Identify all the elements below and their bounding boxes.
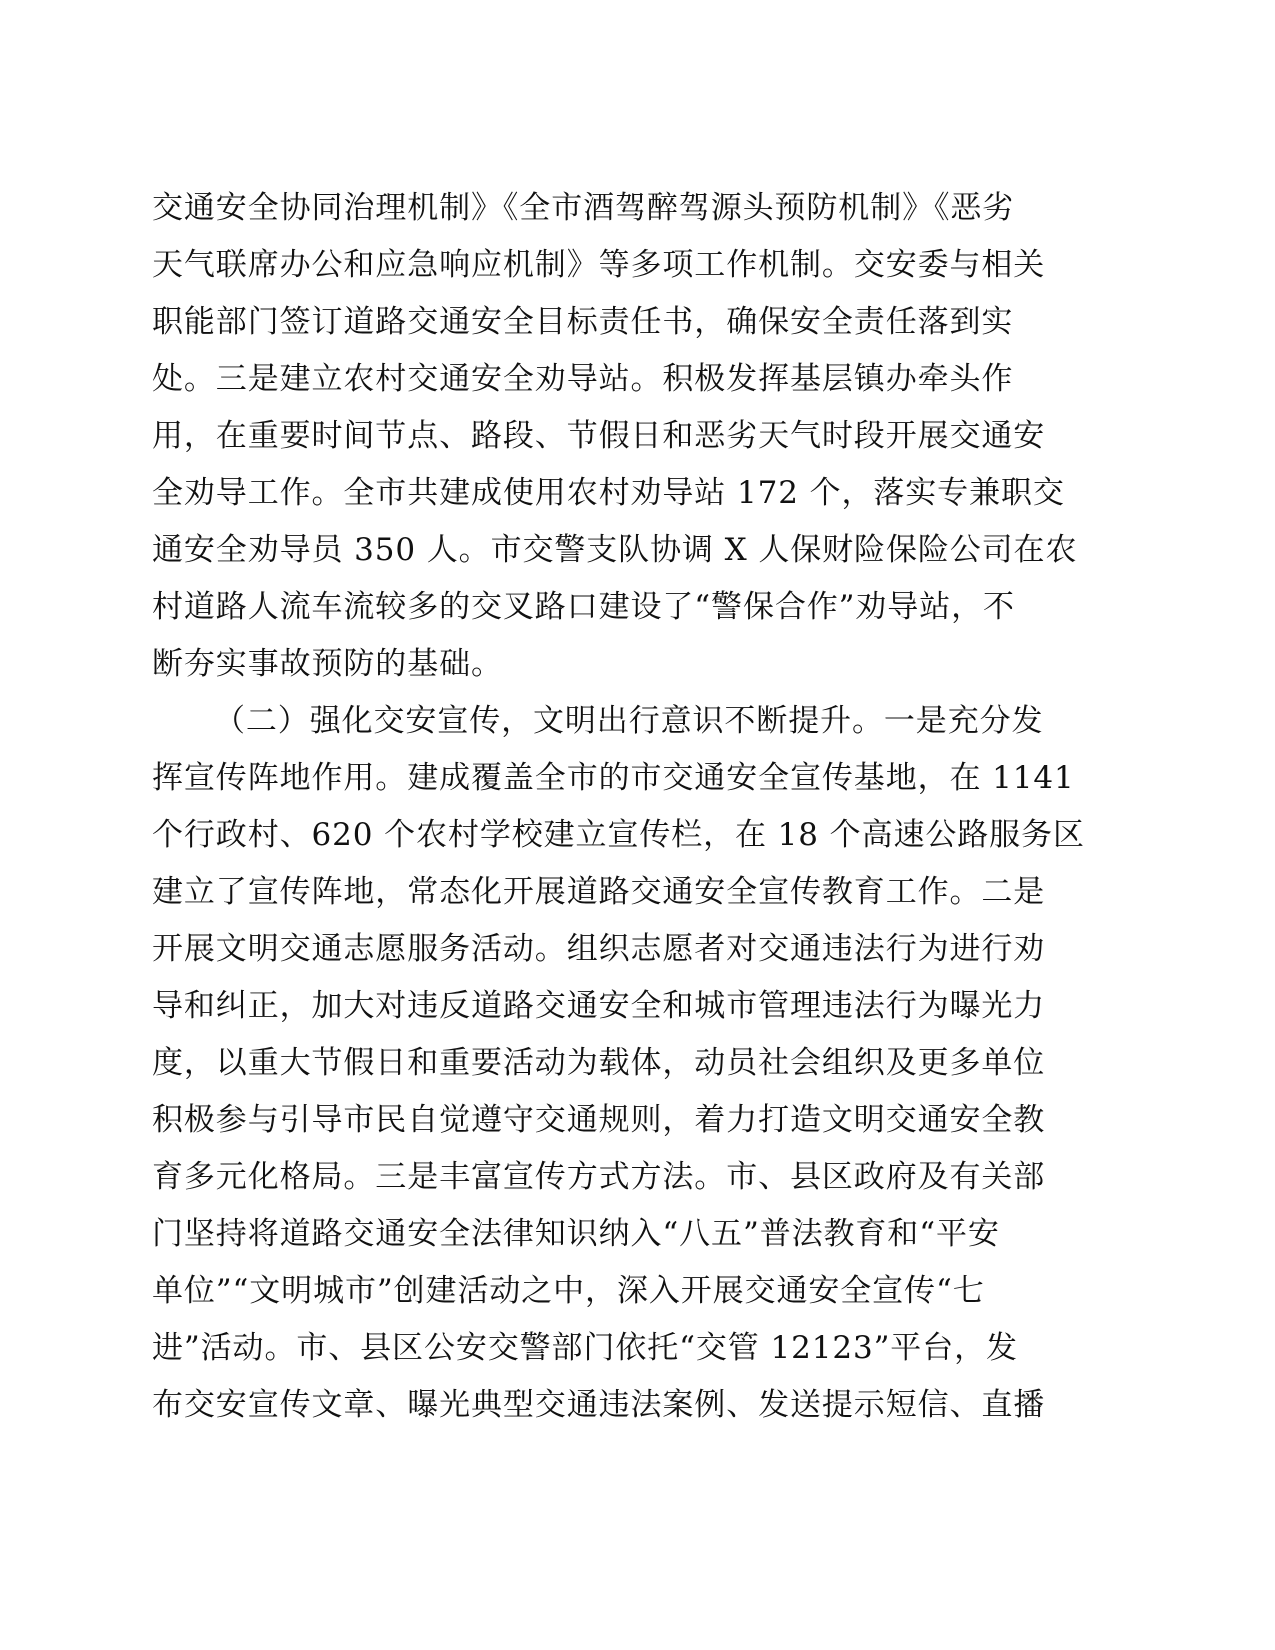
- text-line: 村道路人流车流较多的交叉路口建设了“警保合作”劝导站，不: [152, 589, 1015, 625]
- text-line: 全劝导工作。全市共建成使用农村劝导站 172 个，落实专兼职交: [152, 475, 1065, 511]
- text-line: 积极参与引导市民自觉遵守交通规则，着力打造文明交通安全教: [152, 1102, 1046, 1138]
- text-line-indented: （二）强化交安宣传，文明出行意识不断提升。一是充分发: [214, 703, 1044, 739]
- text-line: 进”活动。市、县区公安交警部门依托“交管 12123”平台，发: [152, 1330, 1018, 1366]
- text-line: 度，以重大节假日和重要活动为载体，动员社会组织及更多单位: [152, 1045, 1046, 1081]
- paragraph-2-body: [152, 750, 1085, 1434]
- paragraph-1: [152, 180, 1082, 693]
- text-line: 个行政村、620 个农村学校建立宣传栏，在 18 个高速公路服务区: [152, 817, 1085, 853]
- document-body: [152, 180, 1085, 1434]
- text-line: 建立了宣传阵地，常态化开展道路交通安全宣传教育工作。二是: [152, 874, 1046, 910]
- text-line: 布交安宣传文章、曝光典型交通违法案例、发送提示短信、直播: [152, 1387, 1046, 1423]
- text-line: 天气联席办公和应急响应机制》等多项工作机制。交安委与相关: [152, 247, 1046, 283]
- text-line: 处。三是建立农村交通安全劝导站。积极发挥基层镇办牵头作: [152, 361, 1014, 397]
- paragraph-2: [152, 693, 1082, 750]
- text-line: 职能部门签订道路交通安全目标责任书，确保安全责任落到实: [152, 304, 1014, 340]
- text-line: 断夯实事故预防的基础。: [152, 646, 503, 682]
- text-line: 开展文明交通志愿服务活动。组织志愿者对交通违法行为进行劝: [152, 931, 1046, 967]
- text-line: 用，在重要时间节点、路段、节假日和恶劣天气时段开展交通安: [152, 418, 1046, 454]
- text-line: 育多元化格局。三是丰富宣传方式方法。市、县区政府及有关部: [152, 1159, 1046, 1195]
- text-line: 交通安全协同治理机制》《全市酒驾醉驾源头预防机制》《恶劣: [152, 190, 1015, 226]
- text-line: 导和纠正，加大对违反道路交通安全和城市管理违法行为曝光力: [152, 988, 1046, 1024]
- text-line: 通安全劝导员 350 人。市交警支队协调 X 人保财险保险公司在农: [152, 532, 1078, 568]
- text-line: 挥宣传阵地作用。建成覆盖全市的市交通安全宣传基地，在 1141: [152, 760, 1075, 796]
- text-line: 单位”“文明城市”创建活动之中，深入开展交通安全宣传“七: [152, 1273, 985, 1309]
- text-line: 门坚持将道路交通安全法律知识纳入“八五”普法教育和“平安: [152, 1216, 1000, 1252]
